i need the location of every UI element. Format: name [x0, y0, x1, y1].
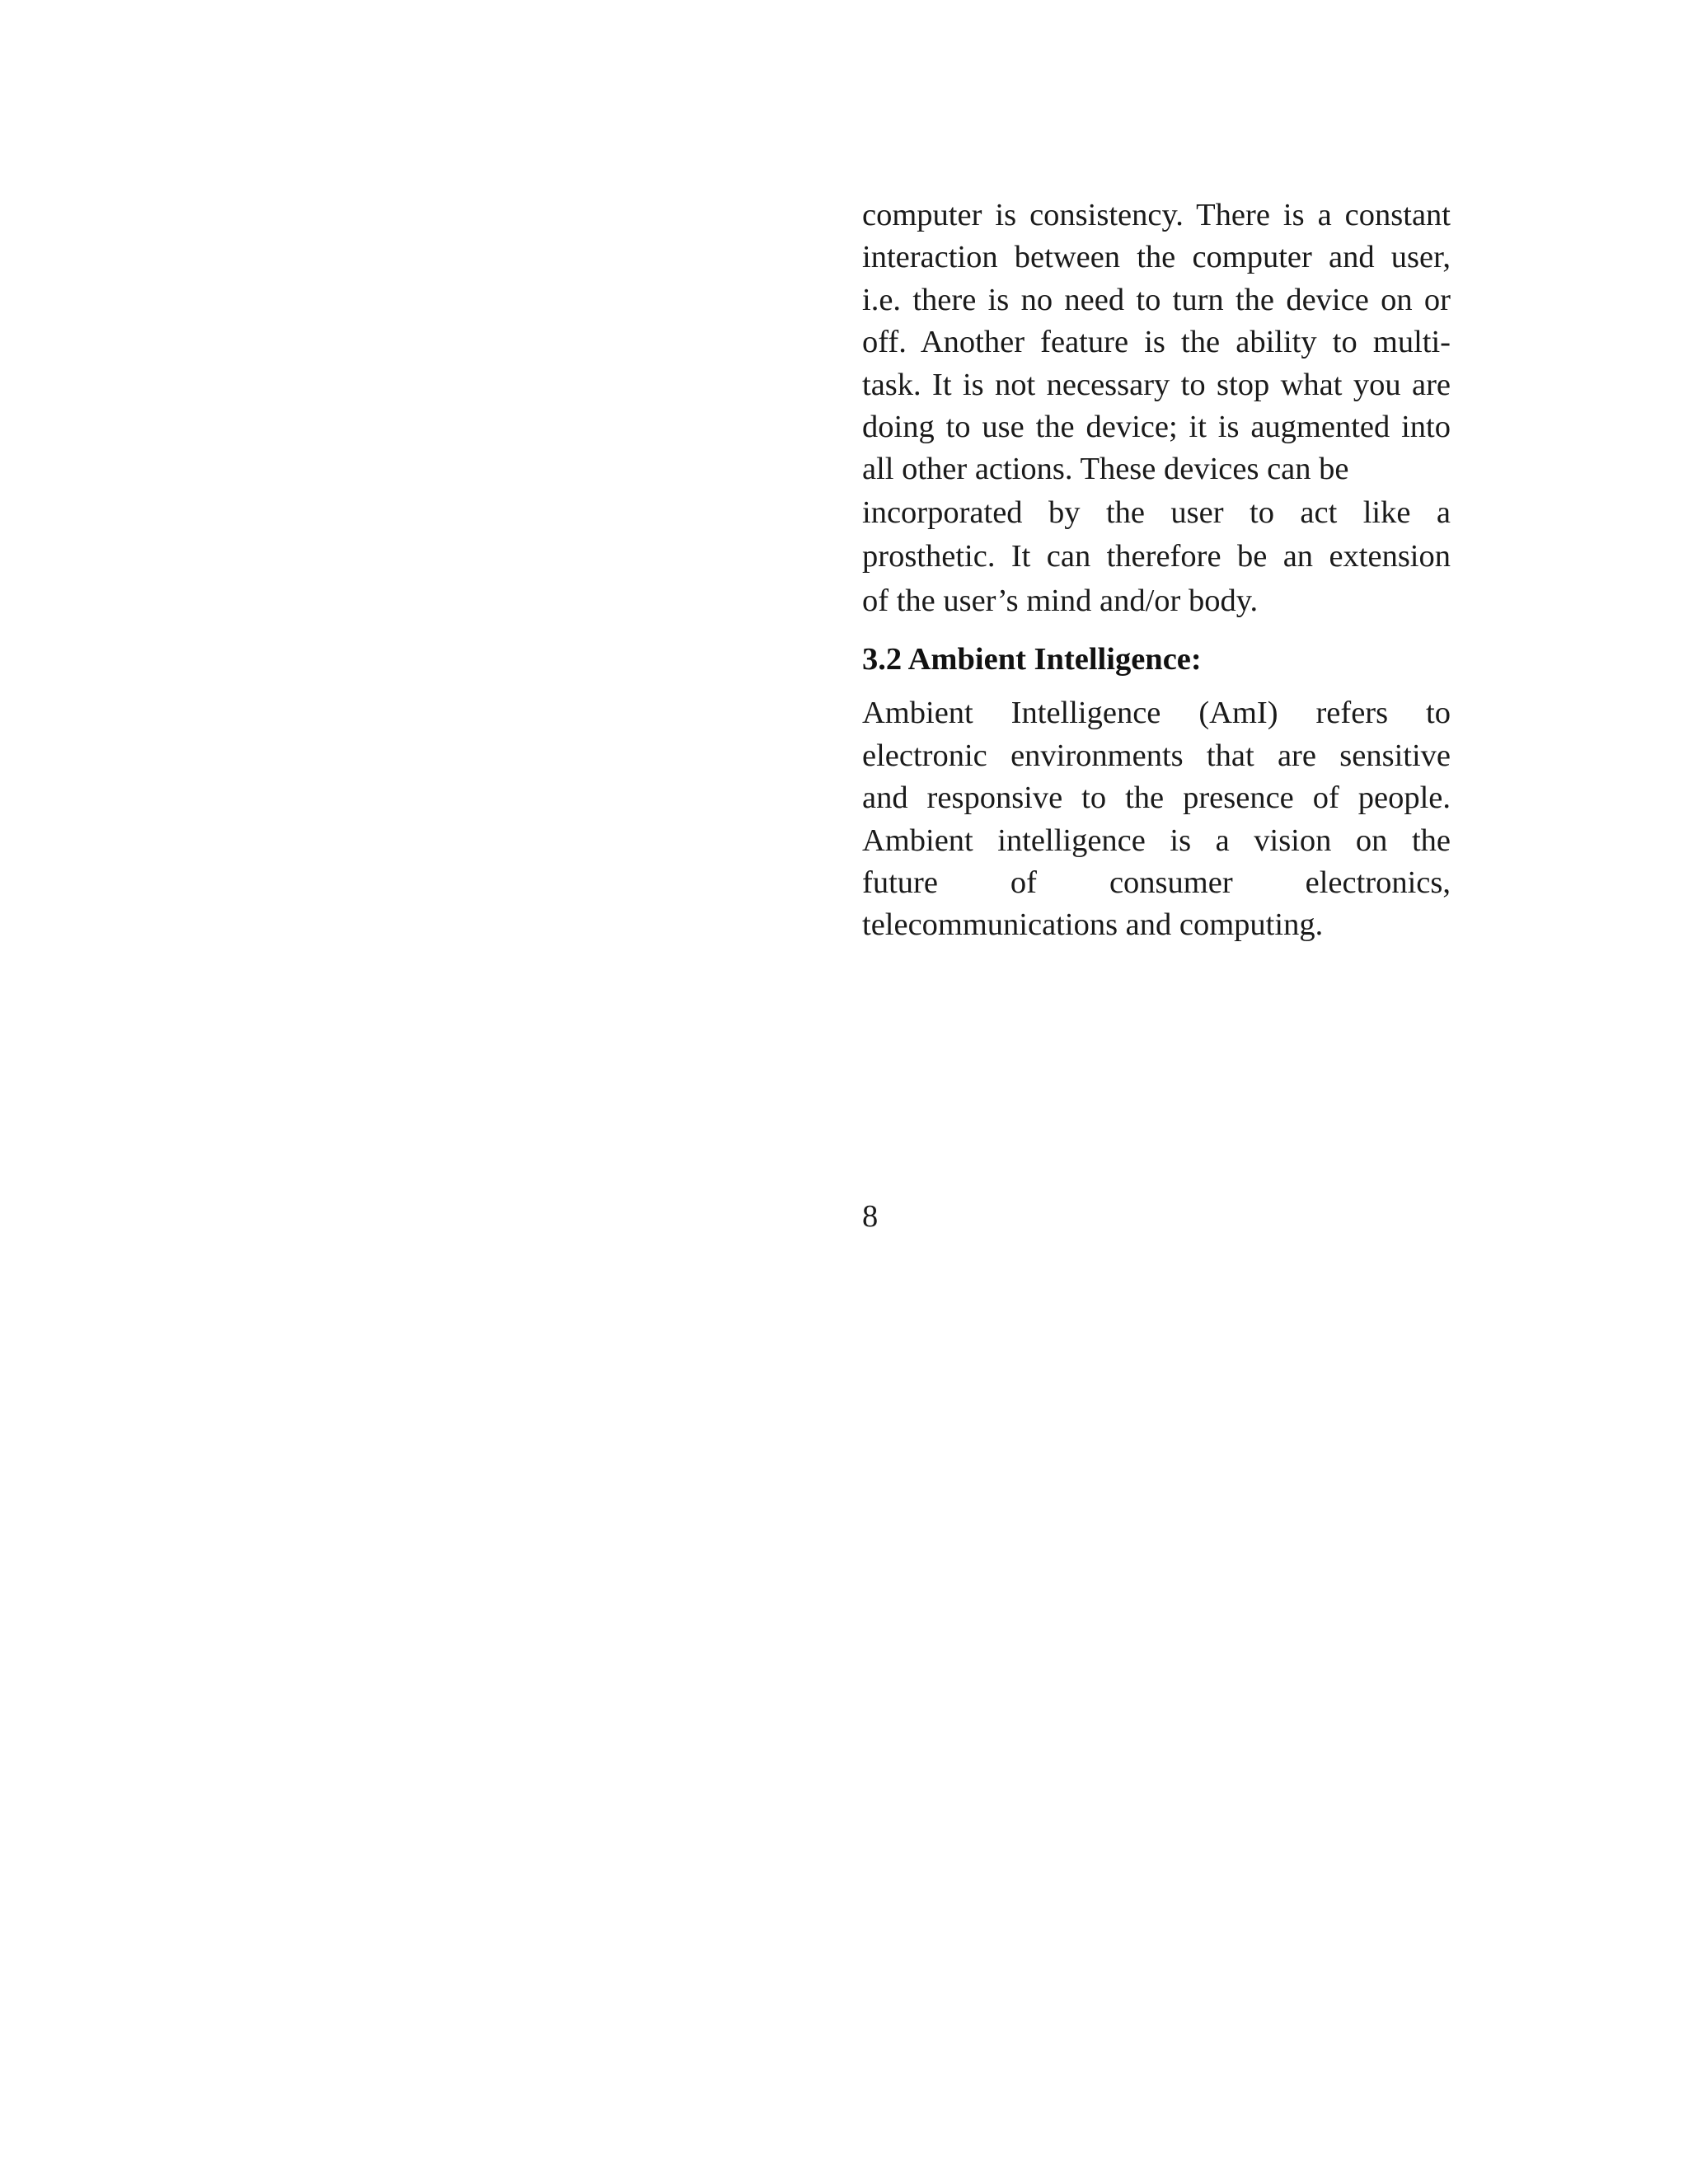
- text-line: and responsive to the presence of people.: [862, 780, 1451, 816]
- text-line: of the user’s mind and/or body.: [862, 583, 1259, 618]
- text-line: i.e. there is no need to turn the device on or: [862, 282, 1451, 317]
- text-line: all other actions. These devices can be: [862, 452, 1349, 487]
- text-line: computer is consistency. There is a constant: [862, 198, 1451, 232]
- text-line: future of consumer electronics,: [862, 865, 1451, 900]
- text-line: prosthetic. It can therefore be an extension: [862, 539, 1451, 574]
- paragraph-consistency: [862, 194, 1451, 491]
- text-column: [862, 194, 1451, 947]
- text-line: Ambient Intelligence (AmI) refers to: [862, 696, 1451, 731]
- text-line: task. It is not necessary to stop what you are: [862, 367, 1451, 402]
- text-line: electronic environments that are sensitive: [862, 738, 1451, 773]
- section-heading: 3.2 Ambient Intelligence:: [862, 642, 1202, 677]
- paragraph-prosthetic: [862, 491, 1451, 624]
- text-line: Ambient intelligence is a vision on the: [862, 823, 1451, 858]
- text-line: telecommunications and computing.: [862, 907, 1324, 943]
- text-line: doing to use the device; it is augmented into: [862, 410, 1451, 445]
- text-line: interaction between the computer and user,: [862, 240, 1451, 275]
- paragraph-ambient-intelligence: [862, 692, 1451, 946]
- page-number: 8: [862, 1199, 879, 1234]
- text-line: off. Another feature is the ability to multi-: [862, 325, 1451, 360]
- text-line: incorporated by the user to act like a: [862, 494, 1451, 530]
